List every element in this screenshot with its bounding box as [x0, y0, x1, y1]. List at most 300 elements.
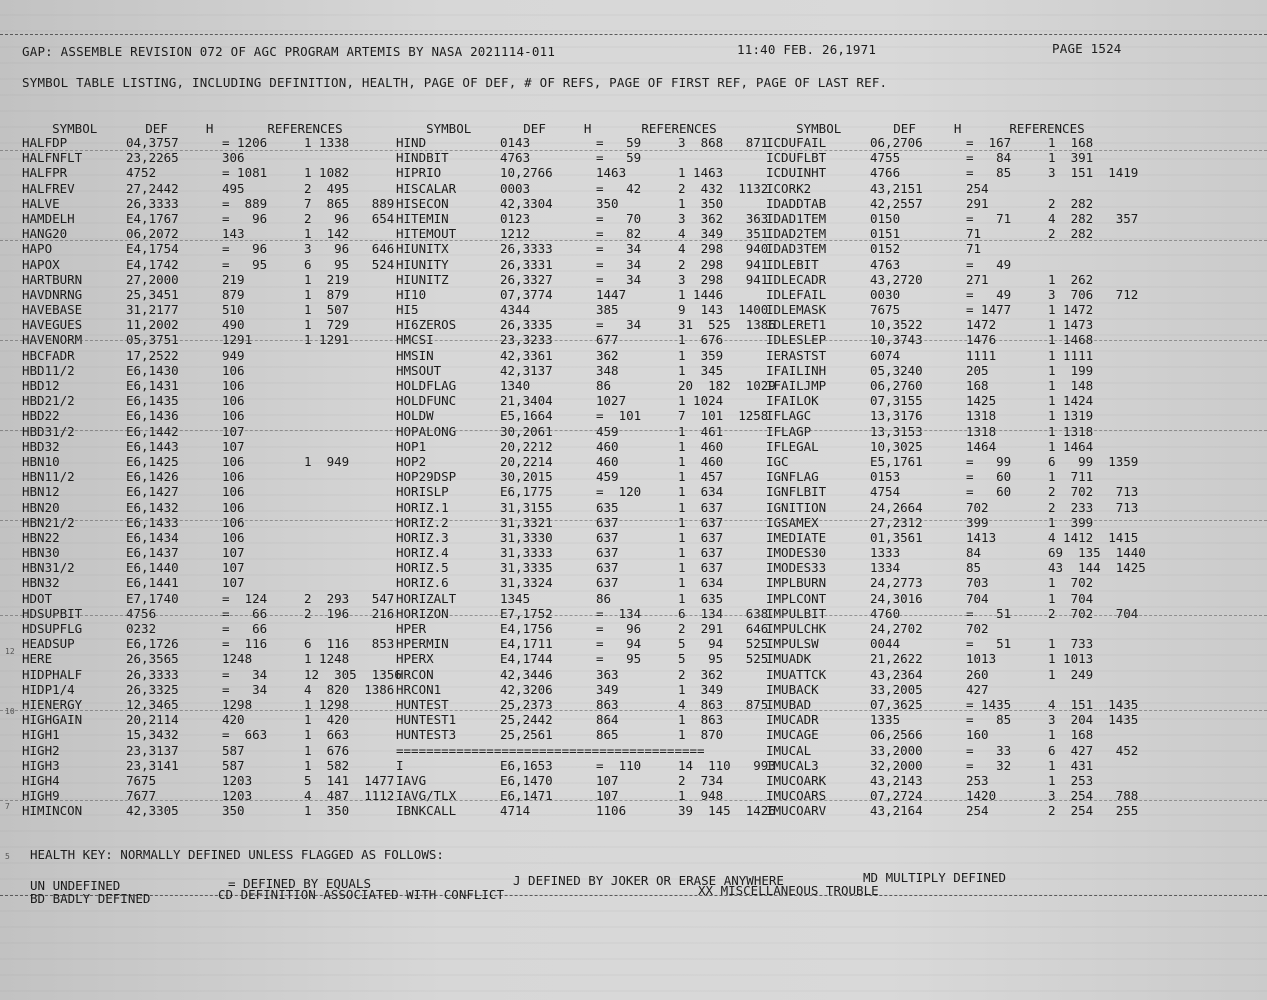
def-cell: E6,1441: [126, 575, 179, 591]
references-cell: 1 253: [1048, 772, 1094, 788]
health-cell: = 110: [596, 757, 642, 773]
symbol-cell: IGC: [766, 453, 789, 469]
health-cell: 1013: [966, 651, 997, 667]
symbol-cell: IDLECADR: [766, 271, 827, 287]
def-cell: 0003: [500, 180, 531, 196]
table-row: [766, 530, 1166, 545]
perforation-rule: [0, 340, 1267, 341]
def-cell: 7675: [870, 302, 901, 318]
health-cell: 420: [222, 712, 245, 728]
references-cell: 3 298 941: [678, 271, 769, 287]
health-cell: 637: [596, 545, 619, 561]
def-cell: 0232: [126, 621, 157, 636]
symbol-cell: IGSAMEX: [766, 514, 819, 530]
table-row: [22, 500, 422, 515]
def-cell: 4754: [870, 484, 901, 500]
symbol-cell: HOP2: [396, 453, 427, 469]
health-cell: = 134: [596, 605, 642, 621]
references-cell: 4 487 1112: [304, 788, 395, 804]
table-row: [22, 393, 422, 408]
references-cell: 1 711: [1048, 469, 1094, 485]
symbol-cell: HIPRIO: [396, 165, 442, 181]
table-row: [396, 317, 796, 332]
references-cell: 1 635: [678, 590, 724, 606]
perforation-rule: [0, 430, 1267, 431]
def-cell: E4,1754: [126, 241, 179, 257]
references-cell: 6 134 638: [678, 605, 769, 621]
table-row: [766, 621, 1166, 636]
symbol-cell: HDSUPBIT: [22, 605, 83, 621]
symbol-cell: IMUBAD: [766, 696, 812, 712]
symbol-cell: HIENERGY: [22, 696, 83, 712]
health-cell: 106: [222, 514, 245, 530]
health-cell: 637: [596, 560, 619, 576]
references-cell: 1 1468: [1048, 332, 1094, 348]
symbol-cell: HORIZ.5: [396, 560, 449, 576]
def-cell: 24,3016: [870, 590, 923, 606]
references-cell: 1 637: [678, 499, 724, 515]
health-cell: 107: [222, 438, 245, 454]
def-cell: E6,1653: [500, 757, 553, 773]
table-row: [766, 651, 1166, 666]
references-cell: 31 525 1386: [678, 317, 776, 333]
def-cell: E6,1431: [126, 378, 179, 393]
table-row: [396, 575, 796, 590]
symbol-cell: HIUNITX: [396, 241, 449, 257]
def-cell: 06,2760: [870, 378, 923, 393]
health-cell: 1318: [966, 423, 997, 439]
def-cell: 33,2000: [870, 742, 923, 758]
health-cell: 107: [222, 560, 245, 576]
health-cell: 1413: [966, 529, 997, 545]
health-cell: 350: [596, 195, 619, 211]
symbol-cell: HMCSI: [396, 332, 434, 348]
table-row: [22, 712, 422, 727]
symbol-cell: IMUADK: [766, 651, 812, 667]
references-cell: 2 282: [1048, 195, 1094, 211]
health-cell: = 95: [596, 651, 642, 667]
def-cell: 1345: [500, 590, 531, 606]
symbol-cell: HALFPR: [22, 165, 68, 181]
references-cell: 1 1464: [1048, 438, 1094, 454]
symbol-cell: HIGHGAIN: [22, 712, 83, 728]
symbol-cell: HISCALAR: [396, 180, 457, 196]
symbol-cell: HALFNFLT: [22, 150, 83, 166]
references-cell: 1 870: [678, 727, 724, 743]
symbol-cell: HANG20: [22, 226, 68, 242]
references-cell: 1 461: [678, 423, 724, 439]
table-row: [22, 378, 422, 393]
table-row: [766, 150, 1166, 165]
def-cell: 0153: [870, 469, 901, 485]
def-cell: E6,1430: [126, 362, 179, 378]
symbol-cell: HOLDFLAG: [396, 378, 457, 393]
health-cell: = 66: [222, 621, 268, 636]
references-cell: 6 116 853: [304, 636, 395, 652]
page-number: PAGE 1524: [1052, 41, 1122, 56]
table-row: [766, 636, 1166, 651]
table-row: [22, 439, 422, 454]
references-cell: 1 1013: [1048, 651, 1094, 667]
health-cell: = 49: [966, 256, 1012, 272]
table-row: [22, 165, 422, 180]
health-cell: 879: [222, 286, 245, 302]
references-cell: 1 879: [304, 286, 350, 302]
def-cell: 0044: [870, 636, 901, 652]
references-cell: 1 457: [678, 469, 724, 485]
symbol-cell: HBD12: [22, 378, 60, 393]
def-cell: 07,3155: [870, 393, 923, 409]
perforation-rule: [0, 615, 1267, 616]
references-cell: 2 282: [1048, 226, 1094, 242]
table-row: [396, 803, 796, 818]
def-cell: 20,2214: [500, 453, 553, 469]
health-cell: 219: [222, 271, 245, 287]
references-cell: 4 820 1386: [304, 681, 395, 697]
def-cell: 10,3743: [870, 332, 923, 348]
symbol-cell: IGNFLAG: [766, 469, 819, 485]
table-row: [396, 591, 796, 606]
separator-line: =========================================: [396, 742, 705, 758]
health-cell: = 1206: [222, 135, 268, 150]
health-cell: 1027: [596, 393, 627, 409]
table-row: [766, 591, 1166, 606]
health-cell: = 1081: [222, 165, 268, 181]
def-cell: 26,3565: [126, 651, 179, 667]
references-cell: 2 233 713: [1048, 499, 1139, 515]
health-cell: 510: [222, 302, 245, 318]
health-cell: = 60: [966, 484, 1012, 500]
symbol-cell: HBN22: [22, 529, 60, 545]
def-cell: E6,1434: [126, 529, 179, 545]
listing-subtitle: SYMBOL TABLE LISTING, INCLUDING DEFINITION, HEALTH, PAGE OF DEF, # OF REFS, PAGE OF FIRST REF, PAGE OF LAST REF.: [22, 75, 888, 90]
def-cell: 4760: [870, 605, 901, 621]
references-cell: 2 734: [678, 772, 724, 788]
table-row: [396, 150, 796, 165]
references-cell: 2 432 1132: [678, 180, 769, 196]
references-cell: 2 96 654: [304, 210, 395, 226]
symbol-cell: IDLEFAIL: [766, 286, 827, 302]
def-cell: 05,3240: [870, 362, 923, 378]
health-key-conflict: CD DEFINITION ASSOCIATED WITH CONFLICT: [218, 887, 504, 902]
references-cell: 1 948: [678, 788, 724, 804]
symbol-cell: HORIZ.2: [396, 514, 449, 530]
symbol-cell: HALVE: [22, 195, 60, 211]
symbol-cell: IMUCAGE: [766, 727, 819, 743]
symbol-cell: HBN32: [22, 575, 60, 591]
table-row: [22, 530, 422, 545]
table-row: [396, 484, 796, 499]
col-header-def: DEF: [893, 121, 916, 136]
table-row: [396, 181, 796, 196]
def-cell: 33,2005: [870, 681, 923, 697]
symbol-cell: HALFREV: [22, 180, 75, 196]
def-cell: 42,3206: [500, 681, 553, 697]
health-cell: 143: [222, 226, 245, 242]
health-cell: 106: [222, 484, 245, 500]
symbol-cell: HMSIN: [396, 347, 434, 363]
def-cell: 25,2373: [500, 696, 553, 712]
health-cell: = 34: [222, 666, 268, 682]
table-row: [766, 302, 1166, 317]
health-cell: = 34: [222, 681, 268, 697]
symbol-cell: HIGH9: [22, 788, 60, 804]
health-cell: 362: [596, 347, 619, 363]
symbol-cell: HIND: [396, 135, 427, 150]
def-cell: 27,2312: [870, 514, 923, 530]
health-cell: 1248: [222, 651, 253, 667]
references-cell: 1 460: [678, 438, 724, 454]
table-row: [766, 484, 1166, 499]
symbol-cell: HAVENORM: [22, 332, 83, 348]
def-cell: 27,2000: [126, 271, 179, 287]
references-cell: 12 305 1356: [304, 666, 402, 682]
symbol-cell: HBD22: [22, 408, 60, 424]
references-cell: 1 1298: [304, 696, 350, 712]
margin-mark: 10: [5, 707, 15, 716]
references-cell: 2 291 646: [678, 621, 769, 636]
table-row: [22, 348, 422, 363]
symbol-cell: IMODES30: [766, 545, 827, 561]
def-cell: E4,1756: [500, 621, 553, 636]
perforation-rule: [0, 34, 1267, 35]
def-cell: 7675: [126, 772, 157, 788]
health-cell: = 42: [596, 180, 642, 196]
def-cell: E4,1767: [126, 210, 179, 226]
table-row: [396, 211, 796, 226]
health-cell: 1425: [966, 393, 997, 409]
references-cell: 3 868 871: [678, 135, 769, 150]
health-cell: = 34: [596, 317, 642, 333]
def-cell: E6,1471: [500, 788, 553, 804]
def-cell: E6,1436: [126, 408, 179, 424]
table-row: [396, 560, 796, 575]
table-row: [22, 211, 422, 226]
symbol-cell: HORIZALT: [396, 590, 457, 606]
table-row: [766, 378, 1166, 393]
symbol-cell: ICDUFAIL: [766, 135, 827, 150]
symbol-cell: HMSOUT: [396, 362, 442, 378]
def-cell: 07,3774: [500, 286, 553, 302]
def-cell: 0123: [500, 210, 531, 226]
table-row: [396, 196, 796, 211]
def-cell: 05,3751: [126, 332, 179, 348]
references-cell: 1 1318: [1048, 423, 1094, 439]
table-row: [22, 758, 422, 773]
symbol-cell: HBN21/2: [22, 514, 75, 530]
references-cell: 3 254 788: [1048, 788, 1139, 804]
references-cell: 1 350: [678, 195, 724, 211]
def-cell: 31,3324: [500, 575, 553, 591]
def-cell: 17,2522: [126, 347, 179, 363]
references-cell: 3 96 646: [304, 241, 395, 257]
table-row: [766, 317, 1166, 332]
health-cell: 107: [222, 545, 245, 561]
def-cell: E6,1442: [126, 423, 179, 439]
health-cell: 106: [222, 362, 245, 378]
table-row: [396, 727, 796, 742]
health-cell: 704: [966, 590, 989, 606]
health-cell: = 889: [222, 195, 268, 211]
health-cell: 71: [966, 226, 982, 242]
references-cell: 4 151 1435: [1048, 696, 1139, 712]
symbol-cell: IMPULSW: [766, 636, 819, 652]
symbol-cell: ICORK2: [766, 180, 812, 196]
def-cell: 31,3321: [500, 514, 553, 530]
symbol-cell: IDAD1TEM: [766, 210, 827, 226]
health-cell: 1203: [222, 772, 253, 788]
listing-title: GAP: ASSEMBLE REVISION 072 OF AGC PROGRAM ARTEMIS BY NASA 2021114-011: [22, 44, 556, 59]
health-cell: 85: [966, 560, 982, 576]
health-cell: 86: [596, 590, 612, 606]
health-cell: 427: [966, 681, 989, 697]
references-cell: 3 151 1419: [1048, 165, 1139, 181]
def-cell: 11,2002: [126, 317, 179, 333]
references-cell: 4 282 357: [1048, 210, 1139, 226]
references-cell: 1 863: [678, 712, 724, 728]
table-row: [766, 287, 1166, 302]
symbol-cell: HITEMIN: [396, 210, 449, 226]
def-cell: 43,2164: [870, 803, 923, 819]
symbol-cell: HORIZ.4: [396, 545, 449, 561]
health-cell: 1472: [966, 317, 997, 333]
health-cell: 254: [966, 180, 989, 196]
health-cell: 1106: [596, 803, 627, 819]
def-cell: 42,3305: [126, 803, 179, 819]
symbol-cell: HIGH2: [22, 742, 60, 758]
references-cell: 4 349 351: [678, 226, 769, 242]
col-header-references: REFERENCES: [267, 121, 343, 136]
references-cell: 14 110 993: [678, 757, 776, 773]
table-row: [396, 363, 796, 378]
table-row: [766, 773, 1166, 788]
references-cell: 1 1446: [678, 286, 724, 302]
health-key-misc: XX MISCELLANEOUS TROUBLE: [698, 883, 879, 898]
symbol-cell: HIDPHALF: [22, 666, 83, 682]
references-cell: 1 1338: [304, 135, 350, 150]
health-cell: 84: [966, 545, 982, 561]
symbol-cell: HPERMIN: [396, 636, 449, 652]
def-cell: E6,1425: [126, 453, 179, 469]
def-cell: 32,2000: [870, 757, 923, 773]
health-cell: 1203: [222, 788, 253, 804]
health-cell: = 34: [596, 241, 642, 257]
def-cell: 0151: [870, 226, 901, 242]
references-cell: 5 141 1477: [304, 772, 395, 788]
table-row: [396, 393, 796, 408]
health-cell: = 34: [596, 256, 642, 272]
references-cell: 1 420: [304, 712, 350, 728]
health-cell: 1318: [966, 408, 997, 424]
def-cell: 26,3335: [500, 317, 553, 333]
def-cell: 0152: [870, 241, 901, 257]
health-cell: = 60: [966, 469, 1012, 485]
symbol-cell: IAVG: [396, 772, 427, 788]
table-row: [766, 196, 1166, 211]
references-cell: 39 145 1426: [678, 803, 776, 819]
health-cell: = 116: [222, 636, 268, 652]
table-row: [396, 606, 796, 621]
health-cell: = 101: [596, 408, 642, 424]
table-row: [22, 545, 422, 560]
table-row: [22, 515, 422, 530]
symbol-cell: IDADDTAB: [766, 195, 827, 211]
references-cell: 7 865 889: [304, 195, 395, 211]
def-cell: 1212: [500, 226, 531, 242]
def-cell: E6,1432: [126, 499, 179, 515]
health-cell: 254: [966, 803, 989, 819]
table-row: [22, 408, 422, 423]
symbol-cell: IMUCOARS: [766, 788, 827, 804]
def-cell: 15,3432: [126, 727, 179, 743]
def-cell: E6,1440: [126, 560, 179, 576]
symbol-cell: IERASTST: [766, 347, 827, 363]
health-cell: 1420: [966, 788, 997, 804]
symbol-cell: HALFDP: [22, 135, 68, 150]
references-cell: 43 144 1425: [1048, 560, 1146, 576]
symbol-column-3: [766, 135, 1166, 818]
table-row: [22, 484, 422, 499]
health-cell: = 51: [966, 636, 1012, 652]
symbol-cell: IMUBACK: [766, 681, 819, 697]
table-row: [766, 606, 1166, 621]
health-cell: 107: [222, 423, 245, 439]
def-cell: 25,2442: [500, 712, 553, 728]
def-cell: E5,1761: [870, 453, 923, 469]
health-cell: 865: [596, 727, 619, 743]
table-row: [22, 196, 422, 211]
def-cell: 10,3025: [870, 438, 923, 454]
perforation-rule: [0, 710, 1267, 711]
references-cell: 1 1463: [678, 165, 724, 181]
health-cell: = 96: [596, 621, 642, 636]
health-cell: 349: [596, 681, 619, 697]
table-row: [22, 257, 422, 272]
table-row: [22, 606, 422, 621]
symbol-cell: HOLDW: [396, 408, 434, 424]
health-cell: 363: [596, 666, 619, 682]
table-row: [22, 727, 422, 742]
health-cell: = 1435: [966, 696, 1012, 712]
table-row: [396, 530, 796, 545]
col-header-h: H: [953, 121, 962, 136]
references-cell: 1 262: [1048, 271, 1094, 287]
references-cell: 1 391: [1048, 150, 1094, 166]
symbol-cell: HEADSUP: [22, 636, 75, 652]
health-cell: 1291: [222, 332, 253, 348]
def-cell: E6,1437: [126, 545, 179, 561]
symbol-cell: ICDUINHT: [766, 165, 827, 181]
symbol-cell: HITEMOUT: [396, 226, 457, 242]
table-row: [22, 363, 422, 378]
def-cell: 4752: [126, 165, 157, 181]
col-header-h: H: [205, 121, 214, 136]
def-cell: 20,2114: [126, 712, 179, 728]
health-cell: 306: [222, 150, 245, 166]
references-cell: 1 1472: [1048, 302, 1094, 318]
references-cell: 1 219: [304, 271, 350, 287]
health-cell: 71: [966, 241, 982, 257]
health-cell: 106: [222, 499, 245, 515]
table-row: [396, 257, 796, 272]
table-row: [396, 165, 796, 180]
symbol-cell: HBD11/2: [22, 362, 75, 378]
table-row: [396, 651, 796, 666]
references-cell: 1 142: [304, 226, 350, 242]
def-cell: 43,2364: [870, 666, 923, 682]
health-cell: = 82: [596, 226, 642, 242]
symbol-cell: IMUATTCK: [766, 666, 827, 682]
